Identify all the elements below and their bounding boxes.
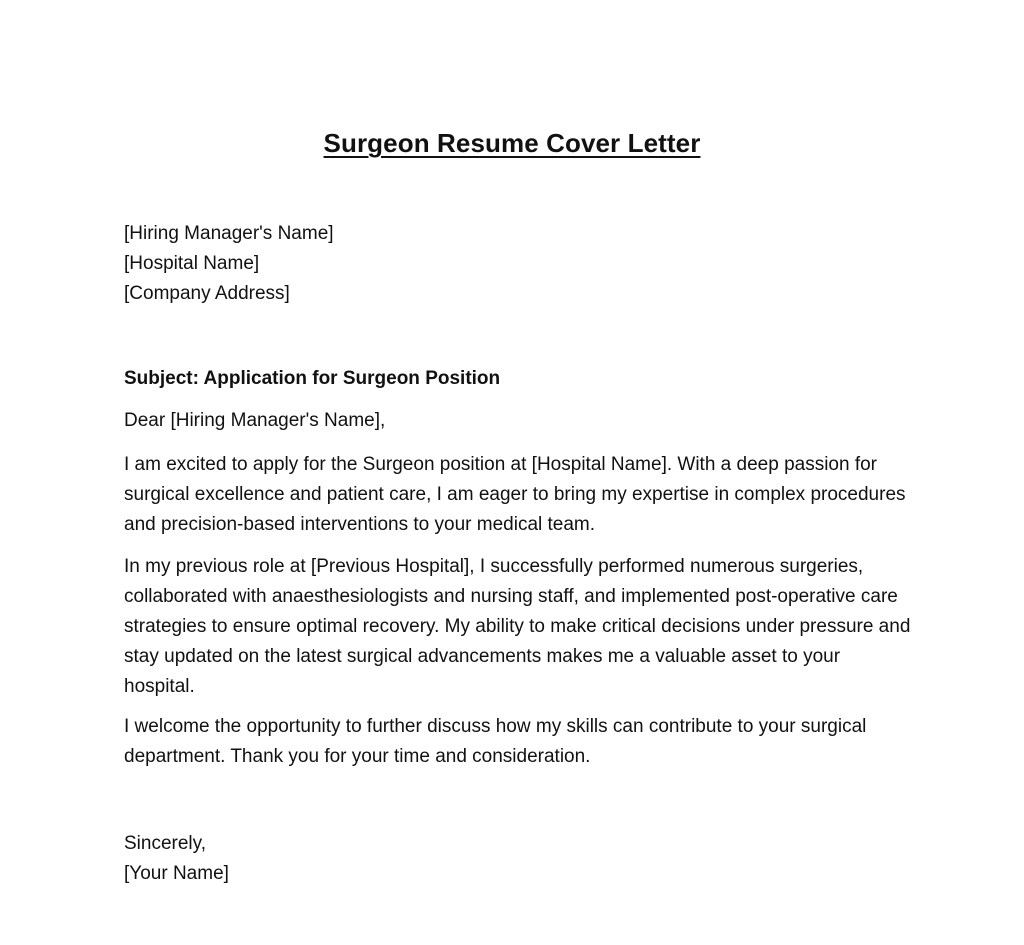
recipient-manager-name: [Hiring Manager's Name] (124, 223, 334, 244)
subject-line: Subject: Application for Surgeon Position (124, 368, 501, 389)
sign-off-block (124, 829, 914, 889)
recipient-block (124, 219, 914, 309)
paragraph-intro: I am excited to apply for the Surgeon position at [Hospital Name]. With a deep passion for surgical excellence and patient care, I am eager to bring my expertise in complex procedures and precision-based interventions to your medical team. (124, 454, 906, 535)
signature-name: [Your Name] (124, 863, 229, 884)
document-title: Surgeon Resume Cover Letter (323, 128, 701, 158)
recipient-company-address: [Company Address] (124, 283, 290, 304)
paragraph-experience: In my previous role at [Previous Hospital], I successfully performed numerous surgeries, collaborated with anaesthesiologists and nursing staff, and implemented post-operative care strategies to ensure optimal recovery. My ability to make critical decisions under pressure and stay updated on the latest surgical advancements makes me a valuable asset to your hospital. (124, 556, 911, 697)
closing-phrase: Sincerely, (124, 833, 207, 854)
salutation: Dear [Hiring Manager's Name], (124, 410, 386, 431)
recipient-hospital-name: [Hospital Name] (124, 253, 260, 274)
paragraph-closing: I welcome the opportunity to further discuss how my skills can contribute to your surgical department. Thank you for your time and consideration. (124, 716, 867, 767)
